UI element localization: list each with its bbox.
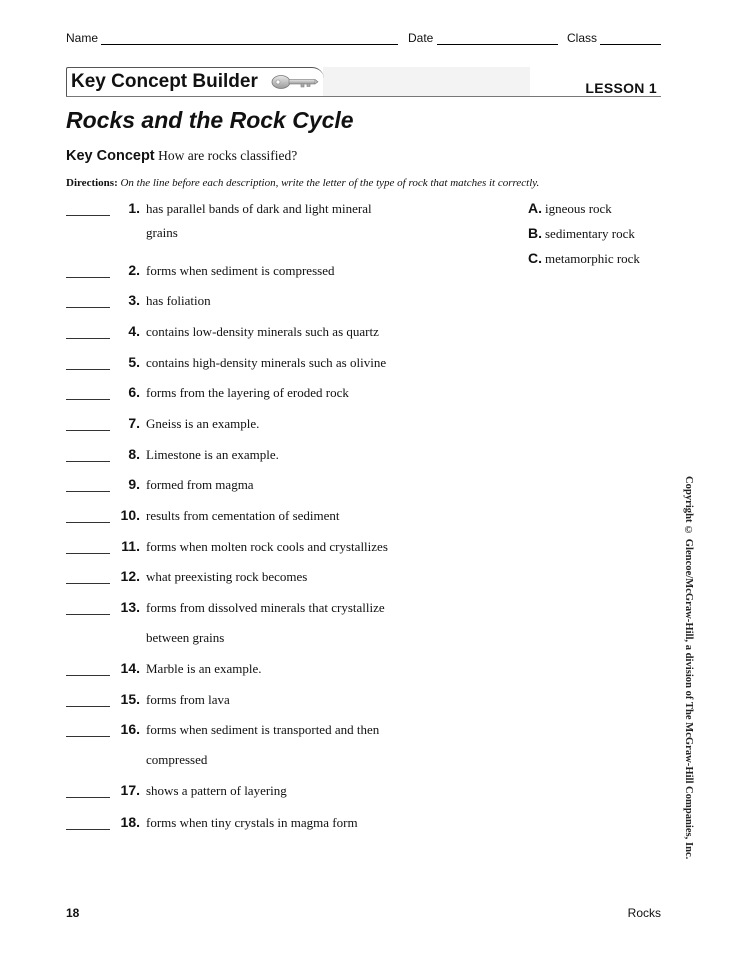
answer-blank[interactable] — [66, 583, 110, 584]
question-number: 4. — [128, 323, 140, 339]
question-number: 13. — [120, 599, 140, 615]
option-text: sedimentary rock — [545, 226, 635, 241]
question-text: results from cementation of sediment — [146, 508, 340, 523]
option-text: igneous rock — [545, 201, 612, 216]
question-text: contains high-density minerals such as olivine — [146, 355, 387, 370]
question-number: 18. — [120, 814, 140, 830]
question-text: contains low-density minerals such as quartz — [146, 324, 379, 339]
class-field[interactable] — [567, 31, 661, 45]
answer-blank[interactable] — [66, 215, 110, 216]
question-text: what preexisting rock becomes — [146, 569, 308, 584]
date-label: Date — [408, 31, 434, 45]
question-number: 16. — [120, 721, 140, 737]
answer-blank[interactable] — [66, 706, 110, 707]
key-concept-question: How are rocks classified? — [158, 148, 298, 163]
question-text: forms when tiny crystals in magma form — [146, 815, 358, 830]
footer-subject: Rocks — [627, 906, 661, 920]
question-number: 2. — [128, 262, 140, 278]
class-blank[interactable] — [600, 34, 661, 45]
option-a — [528, 200, 612, 217]
question-number: 15. — [120, 691, 140, 707]
question-text: forms when sediment is transported and then — [146, 722, 380, 737]
directions — [66, 177, 539, 189]
question-number: 12. — [120, 568, 140, 584]
question-number: 6. — [128, 384, 140, 400]
answer-blank[interactable] — [66, 369, 110, 370]
key-icon — [271, 74, 321, 95]
answer-blank[interactable] — [66, 522, 110, 523]
name-blank[interactable] — [101, 34, 398, 45]
question-number: 1. — [128, 200, 140, 216]
answer-blank[interactable] — [66, 829, 110, 830]
question-number: 14. — [120, 660, 140, 676]
question-text: Marble is an example. — [146, 661, 262, 676]
question-text: Limestone is an example. — [146, 447, 279, 462]
answer-blank[interactable] — [66, 675, 110, 676]
question-text: forms when sediment is compressed — [146, 263, 335, 278]
name-label: Name — [66, 31, 99, 45]
date-field[interactable] — [408, 31, 558, 45]
question-text: forms when molten rock cools and crystallizes — [146, 539, 388, 554]
question-text: Gneiss is an example. — [146, 416, 260, 431]
answer-blank[interactable] — [66, 614, 110, 615]
question-number: 9. — [128, 476, 140, 492]
question-number: 3. — [128, 292, 140, 308]
option-letter: B. — [528, 225, 542, 241]
question-text: shows a pattern of layering — [146, 783, 287, 798]
answer-blank[interactable] — [66, 461, 110, 462]
banner-divider — [66, 96, 661, 97]
lesson-label: LESSON 1 — [585, 80, 657, 96]
answer-blank[interactable] — [66, 736, 110, 737]
page-number: 18 — [66, 906, 80, 920]
option-b — [528, 225, 635, 242]
answer-blank[interactable] — [66, 307, 110, 308]
question-text: has foliation — [146, 293, 211, 308]
page-title: Rocks and the Rock Cycle — [66, 107, 354, 133]
option-c — [528, 250, 640, 267]
question-text: has parallel bands of dark and light mineral — [146, 201, 372, 216]
question-number: 10. — [120, 507, 140, 523]
answer-blank[interactable] — [66, 797, 110, 798]
question-number: 17. — [120, 782, 140, 798]
option-letter: C. — [528, 250, 542, 266]
question-number: 11. — [121, 538, 140, 554]
question-number: 7. — [128, 415, 140, 431]
question-text: forms from dissolved minerals that crystallize — [146, 600, 385, 615]
directions-text: On the line before each description, write the letter of the type of rock that matches it correctly. — [120, 177, 540, 189]
key-concept-label: Key Concept — [66, 148, 155, 164]
answer-blank[interactable] — [66, 553, 110, 554]
question-text: forms from lava — [146, 692, 230, 707]
option-text: metamorphic rock — [545, 251, 640, 266]
answer-blank[interactable] — [66, 430, 110, 431]
class-label: Class — [567, 31, 598, 45]
key-concept — [66, 148, 297, 165]
answer-blank[interactable] — [66, 277, 110, 278]
question-text: formed from magma — [146, 477, 254, 492]
question-number: 8. — [128, 446, 140, 462]
answer-blank[interactable] — [66, 399, 110, 400]
directions-label: Directions: — [66, 177, 118, 189]
banner-shade — [323, 67, 530, 96]
question-number: 5. — [128, 354, 140, 370]
date-blank[interactable] — [437, 34, 558, 45]
banner-title: Key Concept Builder — [71, 71, 258, 92]
copyright-notice: Copyright © Glencoe/McGraw-Hill, a division of The McGraw-Hill Companies, Inc. — [683, 476, 694, 860]
option-letter: A. — [528, 200, 542, 216]
question-text: forms from the layering of eroded rock — [146, 385, 349, 400]
answer-blank[interactable] — [66, 491, 110, 492]
question-text-continued: between grains — [146, 630, 225, 645]
name-field[interactable] — [66, 31, 398, 45]
question-text-continued: compressed — [146, 752, 208, 767]
answer-blank[interactable] — [66, 338, 110, 339]
question-text-continued: grains — [146, 225, 178, 240]
